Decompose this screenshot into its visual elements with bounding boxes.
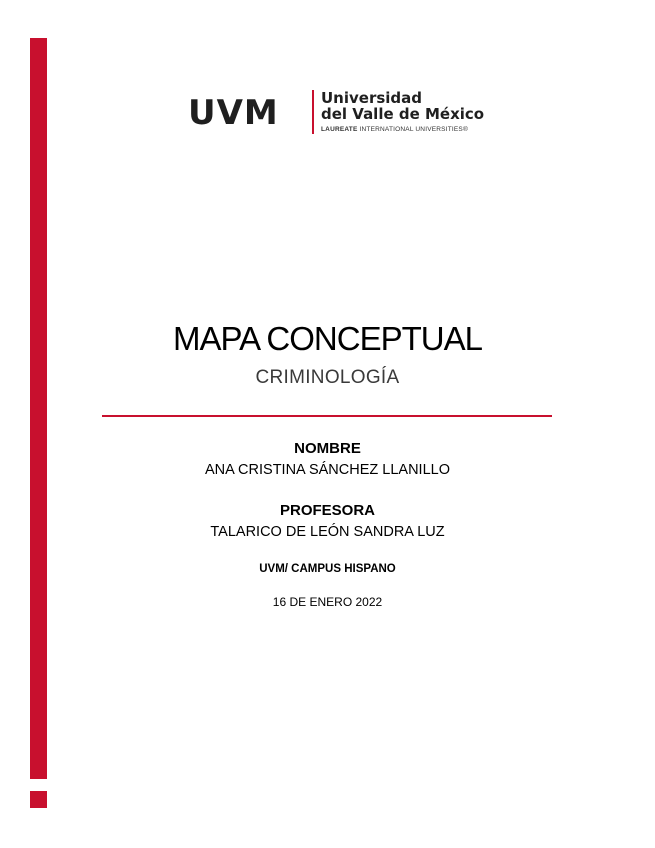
logo-tagline [321, 126, 468, 133]
logo-tagline-rest: INTERNATIONAL UNIVERSITIES® [357, 126, 468, 133]
uvm-logo [188, 88, 485, 138]
title-divider [102, 415, 552, 417]
logo-mark: UVM [188, 93, 279, 133]
document-subject: CRIMINOLOGÍA [255, 367, 400, 388]
logo-name-line2: del Valle de México [321, 105, 485, 123]
document-title: MAPA CONCEPTUAL [173, 320, 482, 357]
document-date: 16 DE ENERO 2022 [272, 595, 383, 609]
logo-divider [312, 90, 314, 134]
red-side-bar [30, 38, 47, 779]
professor-value: TALARICO DE LEÓN SANDRA LUZ [210, 524, 445, 540]
red-side-square [30, 791, 47, 808]
logo-name-line1: Universidad [321, 89, 423, 107]
name-label: NOMBRE [294, 440, 361, 457]
campus: UVM/ CAMPUS HISPANO [259, 563, 396, 575]
name-value: ANA CRISTINA SÁNCHEZ LLANILLO [205, 462, 450, 478]
professor-label: PROFESORA [279, 502, 375, 519]
logo-tagline-bold: LAUREATE [321, 126, 358, 133]
